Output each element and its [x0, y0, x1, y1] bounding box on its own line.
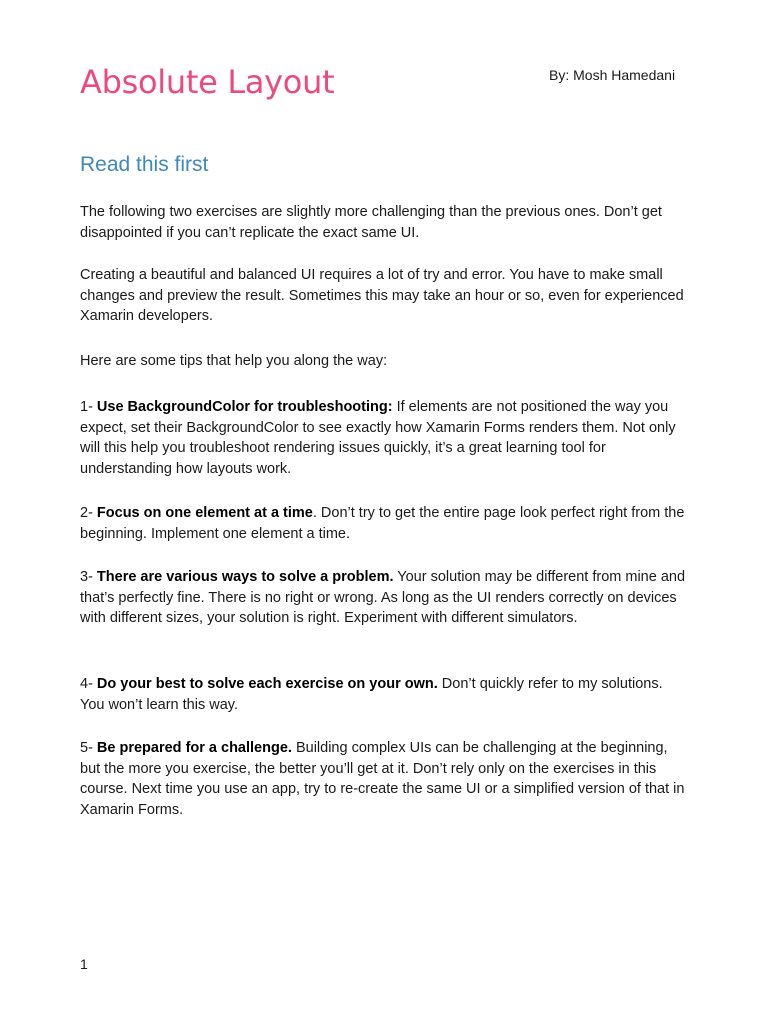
tip-number: 1- [80, 399, 97, 415]
tip-text: . Don’t try to get the entire page look perfect right from the beginning. Implement one element a time. [80, 505, 685, 542]
tip-heading: Focus on one element at a time [96, 505, 313, 521]
tip-heading: There are various ways to solve a problem. [96, 569, 394, 585]
tips-intro-paragraph: Here are some tips that help you along the way: [80, 353, 388, 369]
tip-number: 5- [80, 740, 97, 756]
tip-number: 4- [80, 676, 97, 692]
tip-text: Don’t quickly refer to my solutions. You won’t learn this way. [80, 676, 663, 713]
page-number: 1 [80, 956, 88, 972]
section-heading: Read this first [80, 153, 209, 176]
tip-heading: Use BackgroundColor for troubleshooting: [96, 399, 393, 415]
tip-number: 3- [80, 569, 97, 585]
page-title: Absolute Layout [80, 63, 335, 101]
creating-ui-paragraph: Creating a beautiful and balanced UI requires a lot of try and error. You have to make small changes and preview the result. Sometimes this may take an hour or so, even for experienced Xamarin developers. [80, 267, 684, 325]
tip-text: Building complex UIs can be challenging at the beginning, but the more you exercise, the better you’ll get at it. Don’t rely only on the exercises in this course. Next time you use an app, try to re-create the same UI or a simplified version of that in Xamarin Forms. [80, 740, 685, 818]
tip-text: Your solution may be different from mine and that’s perfectly fine. There is no right or wrong. As long as the UI renders correctly on devices with different sizes, your solution is right. Experiment with different simulators. [80, 569, 686, 627]
tip-3 [80, 567, 690, 629]
author-byline: By: Mosh Hamedani [549, 67, 676, 83]
tip-number: 2- [80, 505, 97, 521]
tip-heading: Do your best to solve each exercise on your own. [96, 676, 438, 692]
intro-paragraph: The following two exercises are slightly more challenging than the previous ones. Don’t get disappointed if you can’t replicate the exact same UI. [80, 204, 662, 241]
tip-1 [80, 397, 690, 479]
tip-5 [80, 738, 690, 820]
tip-text: If elements are not positioned the way you expect, set their BackgroundColor to see exactly how Xamarin Forms renders them. Not only will this help you troubleshoot rendering issues quickly, it’s a great learning tool for understanding how layouts work. [80, 399, 676, 477]
tip-2 [80, 503, 690, 544]
tip-4 [80, 674, 690, 715]
tip-heading: Be prepared for a challenge. [96, 740, 292, 756]
